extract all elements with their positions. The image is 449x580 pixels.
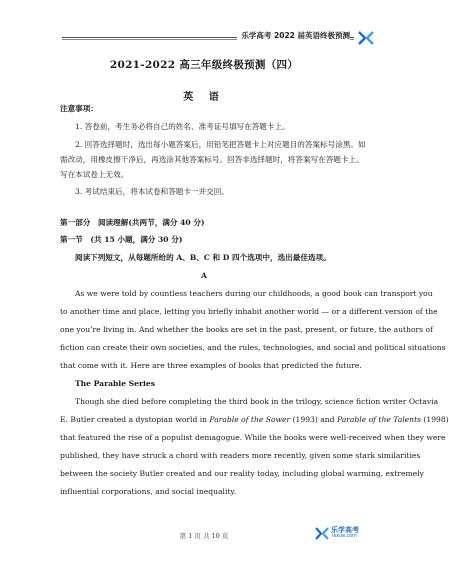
header-text: 乐学高考 2022 届英语终极预测	[237, 29, 350, 43]
footer-brand-icon	[315, 527, 329, 540]
para1-line-5: that come with it. Here are three examples of books that predicted the future.	[60, 361, 362, 370]
para1-line-1: As we were told by countless teachers during our childhoods, a good book can transport you	[75, 289, 433, 298]
passage-label: A	[201, 271, 207, 280]
exam-title: 2021-2022 高三年级终极预测（四）	[109, 59, 299, 71]
notes-item-2-line-1: 2. 回答选择题时，选出每小题答案后，用铅笔把答题卡上对应题目的答案标号涂黑。如	[75, 140, 366, 149]
section-subheading: The Parable Series	[75, 379, 155, 388]
page-number: 第 1 页 共 10 页	[179, 532, 229, 540]
book-title-talents: Parable of the Talents	[336, 415, 422, 424]
brand-logo-icon	[358, 31, 374, 45]
notes-item-1: 1. 答卷前，考生务必将自己的姓名、准考证号填写在答题卡上。	[75, 122, 290, 131]
para2-line-4: published, they have struck a chord with readers more recently, given some stark similarities	[60, 451, 421, 460]
footer-logo	[315, 526, 367, 542]
reading-instruction: 阅读下列短文，从每题所给的 A、B、C 和 D 四个选项中，选出最佳选项。	[75, 253, 331, 262]
footer-brand-url: lexue.com	[332, 534, 357, 539]
subject-title: 英 语	[183, 92, 225, 103]
part-one-heading: 第一部分 阅读理解(共两节，满分 40 分)	[60, 218, 205, 227]
para2-line-2-text-c: (1993) and	[290, 415, 337, 424]
para2-line-2	[60, 413, 449, 427]
notes-item-3: 3. 考试结束后，将本试卷和答题卡一并交回。	[75, 187, 229, 196]
para2-line-2-text-e: (1998)	[421, 415, 449, 424]
section-one-heading: 第一节 (共 15 小题，满分 30 分)	[60, 235, 183, 244]
book-title-sower: Parable of the Sower	[209, 415, 291, 424]
para2-line-1: Though she died before completing the third book in the trilogy, science fiction writer Octavia	[75, 397, 439, 406]
notes-item-2-line-3: 写在本试卷上无效。	[60, 170, 129, 179]
para1-line-3: one you’re living in. And whether the books are set in the past, present, or future, the authors of	[60, 325, 433, 334]
page-header	[62, 30, 354, 44]
notes-heading: 注意事项：	[60, 104, 98, 113]
para1-line-2: to another time and place, letting you briefly inhabit another world — or a different version of the	[60, 307, 438, 316]
para1-line-4: fiction can create their own societies, and the rules, technologies, and social and political situations	[60, 343, 446, 352]
para2-line-5: between the society Butler created and our reality today, including global warming, extremely	[60, 469, 424, 478]
para2-line-3: that featured the rise of a populist demagogue. While the books were well-received when they were	[60, 433, 446, 442]
notes-item-2-line-2: 需改动，用橡皮擦干净后，再选涂其他答案标号。回答非选择题时，将答案写在答题卡上。	[60, 155, 364, 164]
para2-line-2-text-a: E. Butler created a dystopian world in	[60, 415, 210, 424]
para2-line-6: influential corporations, and social inequality.	[60, 487, 237, 496]
footer-brand-text: 乐学高考	[331, 526, 359, 534]
